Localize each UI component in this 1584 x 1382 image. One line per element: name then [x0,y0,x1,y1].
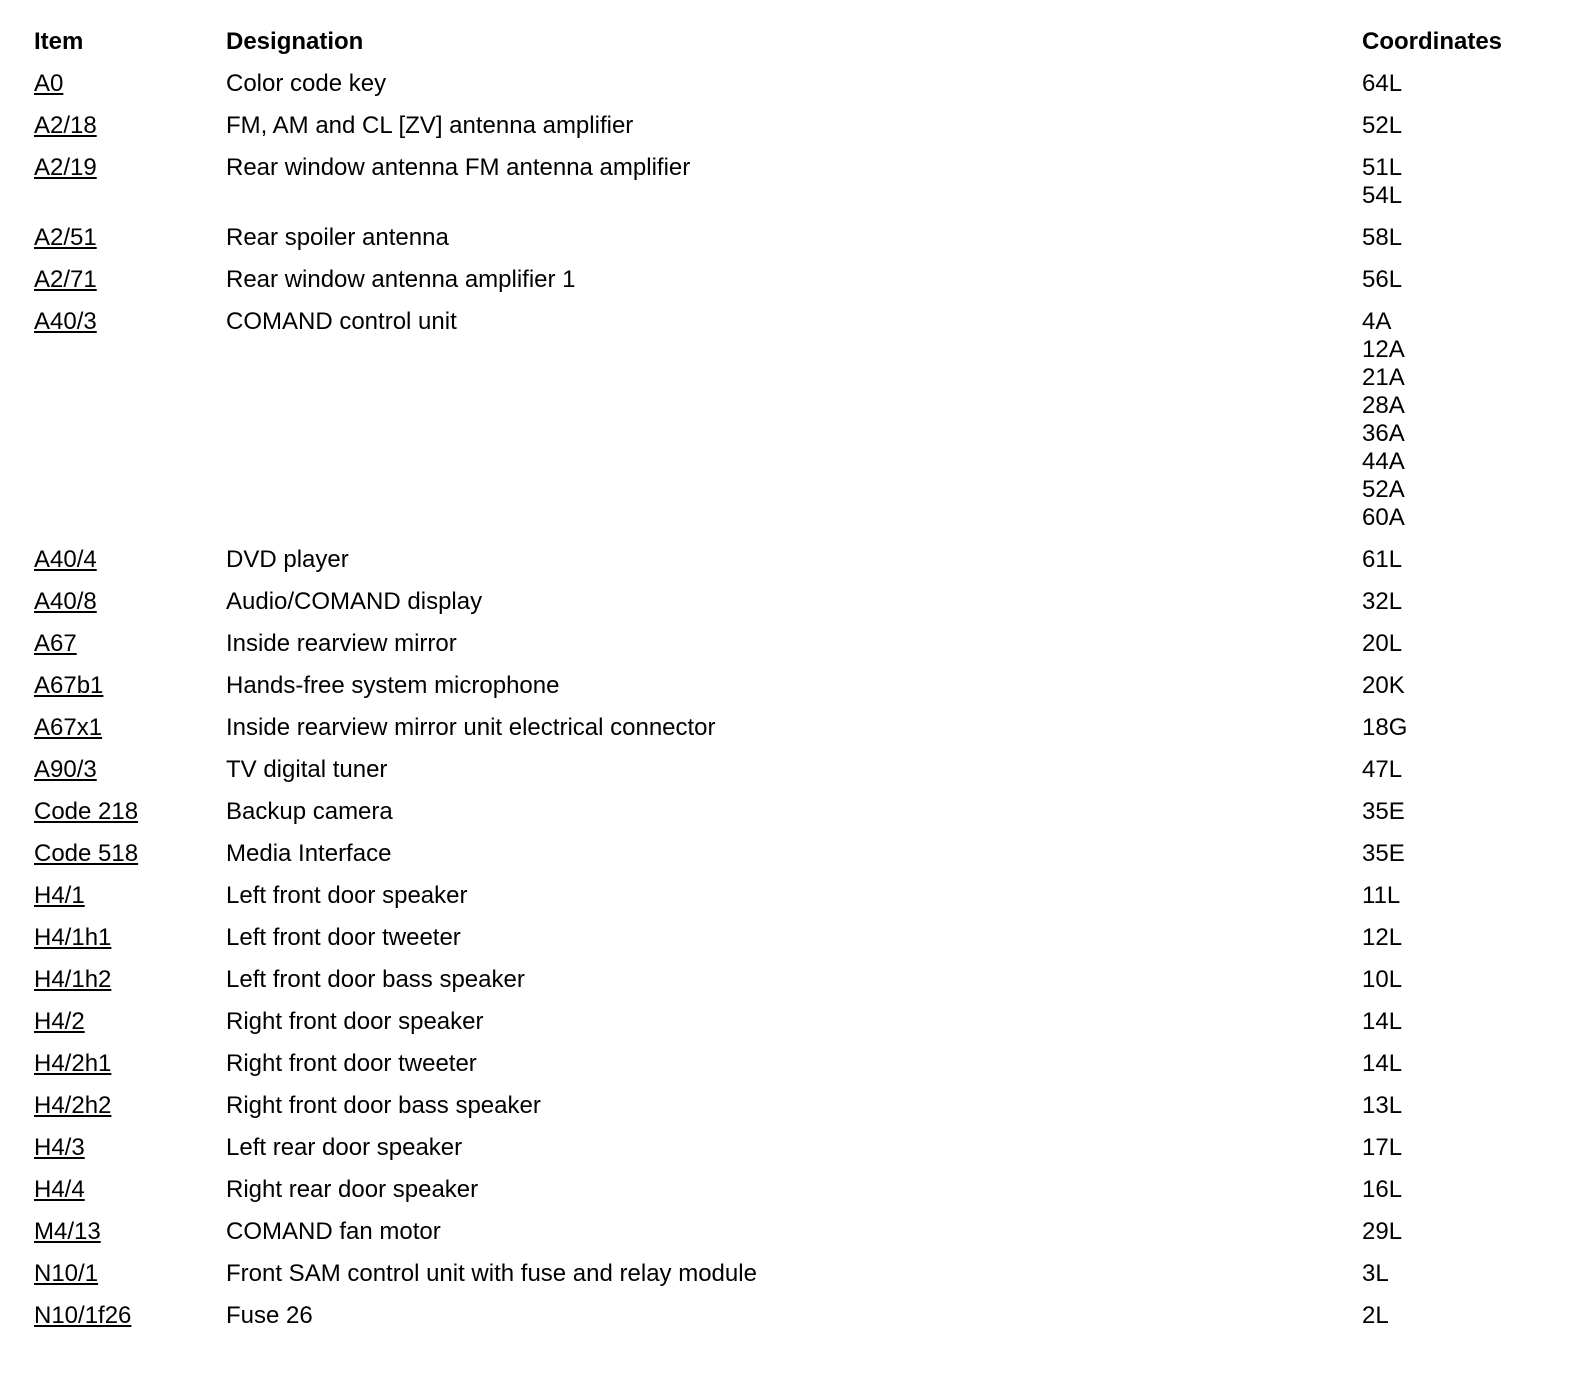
item-cell [34,1176,226,1204]
item-cell [34,1008,226,1036]
table-row [34,672,1564,714]
item-cell [34,112,226,140]
item-cell [34,154,226,182]
item-link[interactable]: H4/1 [34,882,85,909]
item-cell [34,840,226,868]
item-cell [34,756,226,784]
coordinate-value: 61L [1362,546,1403,573]
item-cell [34,1134,226,1162]
table-row [34,882,1564,924]
coordinates-cell [1362,714,1564,742]
item-link[interactable]: A40/4 [34,546,97,573]
table-row [34,224,1564,266]
item-link[interactable]: Code 518 [34,840,139,867]
coordinate-value: 10L [1362,966,1403,993]
designation-cell: Inside rearview mirror [226,630,457,657]
item-link[interactable]: A40/3 [34,308,97,335]
coordinates-cell [1362,924,1564,952]
coordinate-value: 54L [1362,182,1403,209]
designation-cell: DVD player [226,546,349,573]
coordinate-value: 56L [1362,266,1403,293]
item-cell [34,308,226,336]
designation-cell: COMAND fan motor [226,1218,441,1245]
table-row [34,840,1564,882]
coordinate-value: 64L [1362,70,1403,97]
table-row [34,1134,1564,1176]
designation-cell: Rear window antenna FM antenna amplifier [226,154,691,181]
coordinate-value: 14L [1362,1050,1403,1077]
item-cell [34,224,226,252]
table-row [34,1218,1564,1260]
item-link[interactable]: Code 218 [34,798,139,825]
coordinate-value: 12A [1362,336,1405,363]
item-cell [34,714,226,742]
table-body [34,70,1564,1344]
item-cell [34,798,226,826]
coordinate-value: 4A [1362,308,1392,335]
item-cell [34,588,226,616]
designation-cell: Right front door bass speaker [226,1092,541,1119]
coordinate-value: 3L [1362,1260,1389,1287]
component-legend-table [34,28,1564,1344]
designation-cell: Inside rearview mirror unit electrical connector [226,714,716,741]
table-row [34,1302,1564,1344]
coordinate-value: 28A [1362,392,1405,419]
item-link[interactable]: A2/51 [34,224,97,251]
coordinates-cell [1362,588,1564,616]
item-link[interactable]: M4/13 [34,1218,101,1245]
coordinate-value: 36A [1362,420,1405,447]
designation-cell: Right rear door speaker [226,1176,479,1203]
table-row [34,588,1564,630]
item-cell [34,70,226,98]
coordinates-cell [1362,1092,1564,1120]
coordinates-cell [1362,840,1564,868]
coordinates-cell [1362,70,1564,98]
item-link[interactable]: H4/2h2 [34,1092,112,1119]
item-cell [34,672,226,700]
item-cell [34,966,226,994]
table-row [34,1050,1564,1092]
coordinates-cell [1362,1050,1564,1078]
coordinate-value: 44A [1362,448,1405,475]
item-link[interactable]: H4/3 [34,1134,85,1161]
table-row [34,630,1564,672]
item-link[interactable]: N10/1 [34,1260,99,1287]
item-link[interactable]: H4/2h1 [34,1050,112,1077]
coordinate-value: 35E [1362,840,1405,867]
table-row [34,1008,1564,1050]
coordinates-cell [1362,672,1564,700]
coordinate-value: 58L [1362,224,1403,251]
item-cell [34,630,226,658]
item-link[interactable]: A90/3 [34,756,97,783]
table-row [34,1092,1564,1134]
coordinate-value: 20L [1362,630,1403,657]
designation-cell: Rear window antenna amplifier 1 [226,266,576,293]
item-cell [34,1092,226,1120]
designation-cell: Left front door tweeter [226,924,461,951]
designation-cell: COMAND control unit [226,308,457,335]
designation-cell: Backup camera [226,798,393,825]
item-link[interactable]: H4/1h2 [34,966,112,993]
coordinate-value: 14L [1362,1008,1403,1035]
designation-cell: Left front door speaker [226,882,468,909]
coordinates-cell [1362,546,1564,574]
coordinate-value: 18G [1362,714,1408,741]
table-row [34,112,1564,154]
table-row [34,308,1564,546]
header-item: Item [34,28,84,55]
item-cell [34,266,226,294]
coordinate-value: 35E [1362,798,1405,825]
designation-cell: Right front door tweeter [226,1050,477,1077]
table-row [34,756,1564,798]
coordinates-cell [1362,308,1564,532]
coordinates-cell [1362,266,1564,294]
item-link[interactable]: H4/2 [34,1008,85,1035]
item-link[interactable]: A67 [34,630,77,657]
item-cell [34,882,226,910]
item-link[interactable]: H4/4 [34,1176,85,1203]
designation-cell: TV digital tuner [226,756,388,783]
coordinate-value: 21A [1362,364,1405,391]
table-row [34,1260,1564,1302]
table-row [34,966,1564,1008]
designation-cell: Left rear door speaker [226,1134,463,1161]
table-header-row [34,28,1564,70]
coordinate-value: 47L [1362,756,1403,783]
coordinate-value: 17L [1362,1134,1403,1161]
designation-cell: Audio/COMAND display [226,588,483,615]
item-link[interactable]: A2/19 [34,154,97,181]
designation-cell: Media Interface [226,840,392,867]
designation-cell: Front SAM control unit with fuse and relay module [226,1260,757,1287]
coordinate-value: 60A [1362,504,1405,531]
coordinate-value: 20K [1362,672,1405,699]
coordinate-value: 51L [1362,154,1403,181]
table-row [34,70,1564,112]
coordinate-value: 16L [1362,1176,1403,1203]
table-row [34,266,1564,308]
coordinate-value: 11L [1362,882,1401,909]
item-link[interactable]: A67x1 [34,714,103,741]
coordinate-value: 52A [1362,476,1405,503]
table-row [34,798,1564,840]
table-row [34,546,1564,588]
coordinate-value: 29L [1362,1218,1403,1245]
coordinates-cell [1362,1260,1564,1288]
header-designation: Designation [226,28,364,55]
coordinates-cell [1362,1302,1564,1330]
coordinate-value: 32L [1362,588,1403,615]
coordinates-cell [1362,1218,1564,1246]
item-link[interactable]: A0 [34,70,64,97]
table-row [34,1176,1564,1218]
item-link[interactable]: A40/8 [34,588,97,615]
item-link[interactable]: A2/18 [34,112,97,139]
table-row [34,154,1564,224]
designation-cell: Fuse 26 [226,1302,313,1329]
item-cell [34,1218,226,1246]
coordinates-cell [1362,798,1564,826]
item-link[interactable]: A67b1 [34,672,104,699]
coordinates-cell [1362,112,1564,140]
designation-cell: Right front door speaker [226,1008,484,1035]
designation-cell: Hands-free system microphone [226,672,560,699]
item-cell [34,1050,226,1078]
coordinate-value: 2L [1362,1302,1389,1329]
item-cell [34,924,226,952]
coordinate-value: 12L [1362,924,1403,951]
designation-cell: Left front door bass speaker [226,966,525,993]
item-link[interactable]: N10/1f26 [34,1302,132,1329]
coordinates-cell [1362,630,1564,658]
item-link[interactable]: H4/1h1 [34,924,112,951]
coordinates-cell [1362,882,1564,910]
coordinates-cell [1362,756,1564,784]
designation-cell: Color code key [226,70,387,97]
table-row [34,924,1564,966]
coordinate-value: 52L [1362,112,1403,139]
coordinates-cell [1362,966,1564,994]
item-cell [34,1260,226,1288]
item-cell [34,546,226,574]
header-coordinates: Coordinates [1362,28,1503,55]
item-link[interactable]: A2/71 [34,266,97,293]
designation-cell: FM, AM and CL [ZV] antenna amplifier [226,112,634,139]
coordinates-cell [1362,1176,1564,1204]
designation-cell: Rear spoiler antenna [226,224,449,251]
table-row [34,714,1564,756]
coordinates-cell [1362,154,1564,210]
item-cell [34,1302,226,1330]
coordinate-value: 13L [1362,1092,1403,1119]
coordinates-cell [1362,1008,1564,1036]
coordinates-cell [1362,224,1564,252]
coordinates-cell [1362,1134,1564,1162]
